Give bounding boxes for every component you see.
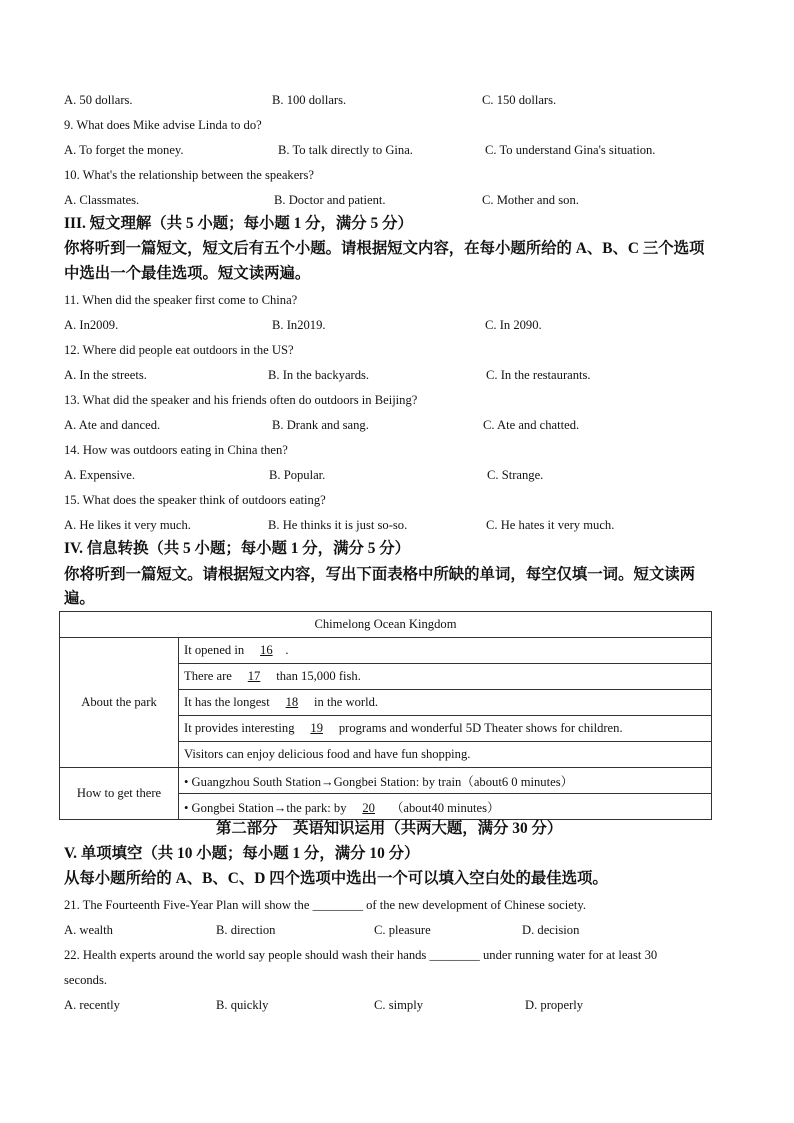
section3-instruction-line2: 中选出一个最佳选项。短文读两遍。 [64, 265, 311, 282]
section3-instruction-line1: 你将听到一篇短文，短文后有五个小题。请根据短文内容，在每小题所给的 A、B、C 三个选项 [64, 240, 705, 257]
row-text: in the world. [314, 695, 379, 709]
q15-stem: 15. What does the speaker think of outdoors eating? [64, 493, 326, 507]
q10-option-c: C. Mother and son. [482, 193, 579, 207]
q22-option-d: D. properly [525, 998, 584, 1012]
row-text: There are [184, 669, 232, 683]
q12-stem: 12. Where did people eat outdoors in the US? [64, 343, 294, 357]
q14-option-c: C. Strange. [487, 468, 544, 482]
part2-heading: 第二部分 英语知识运用（共两大题，满分 30 分） [216, 820, 563, 837]
table-row-bus [179, 794, 712, 820]
q11-option-b: B. In2019. [272, 318, 326, 332]
section4-instruction-line1: 你将听到一篇短文。请根据短文内容，写出下面表格中所缺的单词，每空仅填一词。短文读两 [64, 566, 696, 583]
q14-option-b: B. Popular. [269, 468, 326, 482]
row-text: It provides interesting [184, 721, 295, 735]
q14-stem: 14. How was outdoors eating in China then? [64, 443, 288, 457]
q9-stem: 9. What does Mike advise Linda to do? [64, 118, 262, 132]
q13-stem: 13. What did the speaker and his friends often do outdoors in Beijing? [64, 393, 418, 407]
q8-option-c: C. 150 dollars. [482, 93, 557, 107]
row-text: It has the longest [184, 695, 270, 709]
q15-option-b: B. He thinks it is just so-so. [268, 518, 408, 532]
q22-option-b: B. quickly [216, 998, 269, 1012]
q15-option-a: A. He likes it very much. [64, 518, 191, 532]
blank-16[interactable]: 16 [260, 643, 273, 657]
table-row-visitors: Visitors can enjoy delicious food and have fun shopping. [179, 742, 712, 768]
row-text: （about40 minutes） [390, 801, 500, 815]
q9-option-c: C. To understand Gina's situation. [485, 143, 656, 157]
table-row-opened [179, 638, 712, 664]
q9-option-b: B. To talk directly to Gina. [278, 143, 413, 157]
row-text: than 15,000 fish. [276, 669, 361, 683]
q10-option-a: A. Classmates. [64, 193, 140, 207]
q13-option-b: B. Drank and sang. [272, 418, 369, 432]
section5-instruction: 从每小题所给的 A、B、C、D 四个选项中选出一个可以填入空白处的最佳选项。 [64, 870, 608, 887]
q22-option-a: A. recently [64, 998, 120, 1012]
table-title: Chimelong Ocean Kingdom [60, 612, 712, 638]
q21-option-b: B. direction [216, 923, 276, 937]
q21-stem: 21. The Fourteenth Five-Year Plan will show the ________ of the new development of Chinese society. [64, 898, 586, 912]
section4-instruction-line2: 遍。 [64, 590, 95, 607]
blank-20[interactable]: 20 [362, 801, 375, 815]
q21-option-c: C. pleasure [374, 923, 431, 937]
q11-stem: 11. When did the speaker first come to China? [64, 293, 298, 307]
q22-option-c: C. simply [374, 998, 423, 1012]
blank-17[interactable]: 17 [247, 669, 261, 683]
q12-option-b: B. In the backyards. [268, 368, 370, 382]
q9-option-a: A. To forget the money. [64, 143, 184, 157]
table-row-train: • Guangzhou South Station→Gongbei Station: by train（about6 0 minutes） [179, 768, 712, 794]
row-text: . [285, 643, 289, 657]
how-to-get-label: How to get there [60, 768, 179, 820]
table-row-programs [179, 716, 712, 742]
section5-heading: V. 单项填空（共 10 小题；每小题 1 分，满分 10 分） [64, 845, 420, 862]
q22-stem-line1: 22. Health experts around the world say people should wash their hands ________ under running water for at least 30 [64, 948, 658, 962]
table-row-fish [179, 664, 712, 690]
section3-heading: III. 短文理解（共 5 小题；每小题 1 分，满分 5 分） [64, 215, 413, 232]
q10-stem: 10. What's the relationship between the speakers? [64, 168, 314, 182]
q11-option-c: C. In 2090. [485, 318, 542, 332]
q12-option-c: C. In the restaurants. [486, 368, 591, 382]
q21-option-a: A. wealth [64, 923, 113, 937]
q12-option-a: A. In the streets. [64, 368, 147, 382]
row-text: It opened in [184, 643, 245, 657]
q22-stem-line2: seconds. [64, 973, 108, 987]
q8-option-a: A. 50 dollars. [64, 93, 133, 107]
row-text: programs and wonderful 5D Theater shows for children. [338, 721, 623, 735]
q21-option-d: D. decision [522, 923, 580, 937]
q8-option-b: B. 100 dollars. [272, 93, 347, 107]
q14-option-a: A. Expensive. [64, 468, 135, 482]
blank-18[interactable]: 18 [285, 695, 299, 709]
info-table [59, 611, 712, 820]
section4-heading: IV. 信息转换（共 5 小题；每小题 1 分，满分 5 分） [64, 540, 411, 557]
table-row-longest [179, 690, 712, 716]
q13-option-c: C. Ate and chatted. [483, 418, 580, 432]
q13-option-a: A. Ate and danced. [64, 418, 161, 432]
q15-option-c: C. He hates it very much. [486, 518, 615, 532]
about-park-label: About the park [60, 638, 179, 768]
q10-option-b: B. Doctor and patient. [274, 193, 386, 207]
row-text: • Gongbei Station→the park: by [184, 801, 347, 815]
q11-option-a: A. In2009. [64, 318, 119, 332]
blank-19[interactable]: 19 [310, 721, 323, 735]
